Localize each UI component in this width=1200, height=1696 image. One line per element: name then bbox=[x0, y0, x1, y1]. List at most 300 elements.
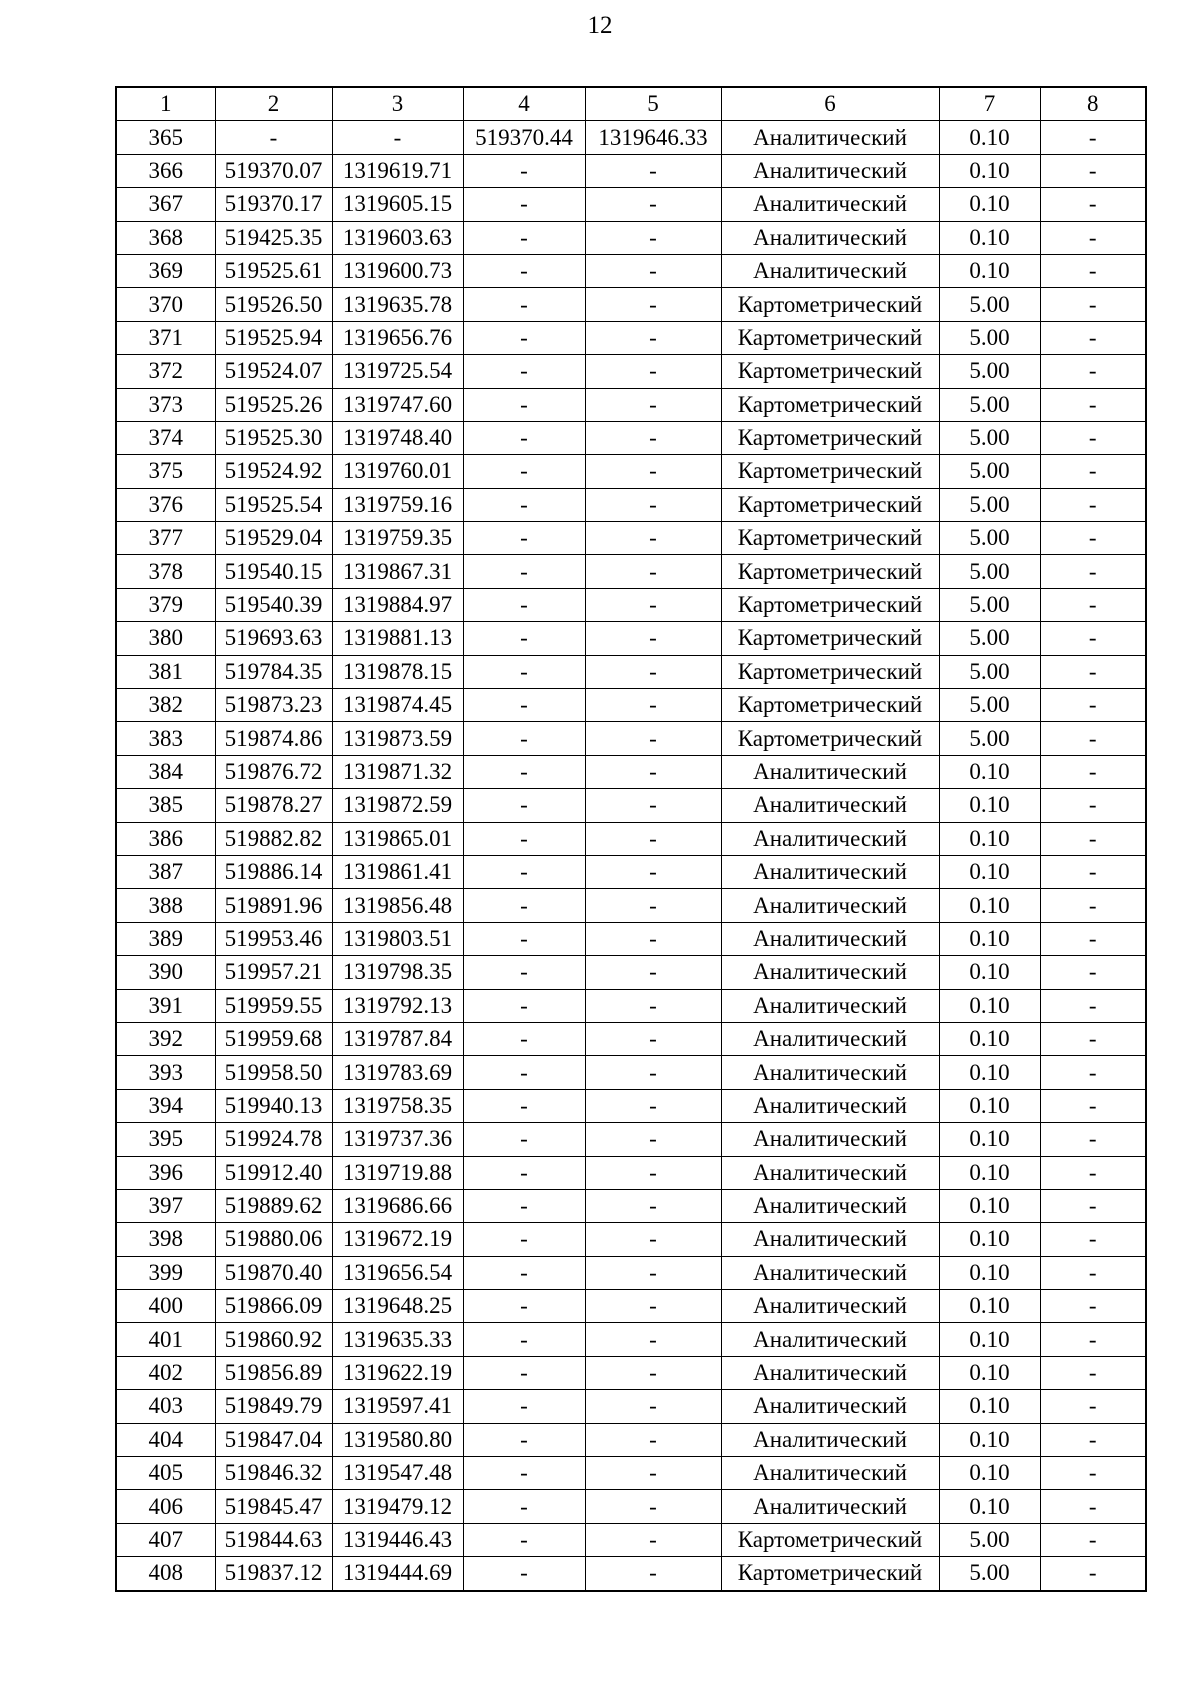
x-coordinate-cell: 519540.15 bbox=[215, 555, 332, 588]
method-cell: Картометрический bbox=[721, 555, 939, 588]
table-row bbox=[116, 555, 1146, 588]
method-cell: Аналитический bbox=[721, 1223, 939, 1256]
y-coordinate-cell: 1319865.01 bbox=[332, 822, 463, 855]
y-coordinate-cell: 1319444.69 bbox=[332, 1557, 463, 1591]
x-coordinate-cell: 519891.96 bbox=[215, 889, 332, 922]
point-number-cell: 388 bbox=[116, 889, 215, 922]
y-coordinate-alt-cell: - bbox=[585, 1323, 721, 1356]
y-coordinate-alt-cell: - bbox=[585, 1223, 721, 1256]
table-row bbox=[116, 1323, 1146, 1356]
point-number-cell: 379 bbox=[116, 588, 215, 621]
point-number-cell: 394 bbox=[116, 1089, 215, 1122]
table-row bbox=[116, 121, 1146, 154]
point-number-cell: 399 bbox=[116, 1256, 215, 1289]
table-row bbox=[116, 655, 1146, 688]
point-number-cell: 374 bbox=[116, 421, 215, 454]
x-coordinate-cell: 519837.12 bbox=[215, 1557, 332, 1591]
x-coordinate-cell: 519940.13 bbox=[215, 1089, 332, 1122]
point-number-cell: 392 bbox=[116, 1022, 215, 1055]
y-coordinate-cell: 1319605.15 bbox=[332, 188, 463, 221]
x-coordinate-alt-cell: - bbox=[463, 288, 585, 321]
method-cell: Аналитический bbox=[721, 154, 939, 187]
y-coordinate-alt-cell: - bbox=[585, 1290, 721, 1323]
x-coordinate-alt-cell: - bbox=[463, 956, 585, 989]
point-number-cell: 403 bbox=[116, 1390, 215, 1423]
x-coordinate-cell: 519959.55 bbox=[215, 989, 332, 1022]
table-row bbox=[116, 689, 1146, 722]
x-coordinate-alt-cell: - bbox=[463, 1423, 585, 1456]
accuracy-cell: 0.10 bbox=[939, 1022, 1040, 1055]
method-cell: Аналитический bbox=[721, 1022, 939, 1055]
y-coordinate-alt-cell: - bbox=[585, 254, 721, 287]
point-number-cell: 384 bbox=[116, 755, 215, 788]
accuracy-cell: 5.00 bbox=[939, 321, 1040, 354]
method-cell: Картометрический bbox=[721, 655, 939, 688]
y-coordinate-cell: 1319597.41 bbox=[332, 1390, 463, 1423]
description-cell: - bbox=[1040, 455, 1146, 488]
accuracy-cell: 5.00 bbox=[939, 555, 1040, 588]
y-coordinate-cell: 1319580.80 bbox=[332, 1423, 463, 1456]
description-cell: - bbox=[1040, 221, 1146, 254]
table-row bbox=[116, 922, 1146, 955]
x-coordinate-alt-cell: - bbox=[463, 522, 585, 555]
table-row bbox=[116, 388, 1146, 421]
y-coordinate-cell: 1319783.69 bbox=[332, 1056, 463, 1089]
point-number-cell: 373 bbox=[116, 388, 215, 421]
method-cell: Аналитический bbox=[721, 889, 939, 922]
accuracy-cell: 0.10 bbox=[939, 1056, 1040, 1089]
y-coordinate-cell: 1319856.48 bbox=[332, 889, 463, 922]
x-coordinate-cell: 519880.06 bbox=[215, 1223, 332, 1256]
point-number-cell: 405 bbox=[116, 1457, 215, 1490]
x-coordinate-alt-cell: - bbox=[463, 689, 585, 722]
description-cell: - bbox=[1040, 1390, 1146, 1423]
method-cell: Картометрический bbox=[721, 588, 939, 621]
x-coordinate-cell: 519370.17 bbox=[215, 188, 332, 221]
accuracy-cell: 0.10 bbox=[939, 989, 1040, 1022]
description-cell: - bbox=[1040, 789, 1146, 822]
accuracy-cell: 0.10 bbox=[939, 1156, 1040, 1189]
accuracy-cell: 0.10 bbox=[939, 1089, 1040, 1122]
description-cell: - bbox=[1040, 588, 1146, 621]
x-coordinate-cell: 519924.78 bbox=[215, 1123, 332, 1156]
accuracy-cell: 0.10 bbox=[939, 889, 1040, 922]
y-coordinate-cell: 1319686.66 bbox=[332, 1189, 463, 1222]
table-row bbox=[116, 789, 1146, 822]
point-number-cell: 367 bbox=[116, 188, 215, 221]
x-coordinate-cell: 519525.30 bbox=[215, 421, 332, 454]
description-cell: - bbox=[1040, 1356, 1146, 1389]
table-row bbox=[116, 1390, 1146, 1423]
point-number-cell: 382 bbox=[116, 689, 215, 722]
x-coordinate-cell: 519524.07 bbox=[215, 355, 332, 388]
table-row bbox=[116, 855, 1146, 888]
y-coordinate-cell: 1319622.19 bbox=[332, 1356, 463, 1389]
x-coordinate-cell: 519693.63 bbox=[215, 622, 332, 655]
x-coordinate-alt-cell: - bbox=[463, 1557, 585, 1591]
point-number-cell: 365 bbox=[116, 121, 215, 154]
table-row bbox=[116, 1290, 1146, 1323]
y-coordinate-alt-cell: - bbox=[585, 1457, 721, 1490]
method-cell: Аналитический bbox=[721, 1256, 939, 1289]
method-cell: Аналитический bbox=[721, 956, 939, 989]
point-number-cell: 386 bbox=[116, 822, 215, 855]
x-coordinate-alt-cell: - bbox=[463, 1022, 585, 1055]
coordinates-table bbox=[115, 86, 1147, 1592]
x-coordinate-alt-cell: - bbox=[463, 1256, 585, 1289]
y-coordinate-cell: 1319872.59 bbox=[332, 789, 463, 822]
point-number-cell: 408 bbox=[116, 1557, 215, 1591]
x-coordinate-cell: 519525.26 bbox=[215, 388, 332, 421]
x-coordinate-cell: 519425.35 bbox=[215, 221, 332, 254]
point-number-cell: 385 bbox=[116, 789, 215, 822]
y-coordinate-cell: 1319600.73 bbox=[332, 254, 463, 287]
description-cell: - bbox=[1040, 889, 1146, 922]
table-row bbox=[116, 1223, 1146, 1256]
x-coordinate-alt-cell: - bbox=[463, 488, 585, 521]
y-coordinate-alt-cell: - bbox=[585, 789, 721, 822]
method-cell: Аналитический bbox=[721, 1490, 939, 1523]
table-row bbox=[116, 455, 1146, 488]
point-number-cell: 395 bbox=[116, 1123, 215, 1156]
x-coordinate-cell: 519845.47 bbox=[215, 1490, 332, 1523]
table-body bbox=[116, 121, 1146, 1591]
x-coordinate-cell: 519525.94 bbox=[215, 321, 332, 354]
x-coordinate-alt-cell: - bbox=[463, 822, 585, 855]
x-coordinate-alt-cell: - bbox=[463, 1490, 585, 1523]
y-coordinate-alt-cell: - bbox=[585, 1089, 721, 1122]
x-coordinate-cell: 519524.92 bbox=[215, 455, 332, 488]
point-number-cell: 381 bbox=[116, 655, 215, 688]
description-cell: - bbox=[1040, 388, 1146, 421]
description-cell: - bbox=[1040, 321, 1146, 354]
description-cell: - bbox=[1040, 188, 1146, 221]
table-row bbox=[116, 1123, 1146, 1156]
accuracy-cell: 0.10 bbox=[939, 755, 1040, 788]
table-row bbox=[116, 1356, 1146, 1389]
y-coordinate-alt-cell: - bbox=[585, 1523, 721, 1556]
x-coordinate-cell: 519878.27 bbox=[215, 789, 332, 822]
description-cell: - bbox=[1040, 1523, 1146, 1556]
column-header: 2 bbox=[215, 87, 332, 121]
accuracy-cell: 0.10 bbox=[939, 789, 1040, 822]
description-cell: - bbox=[1040, 622, 1146, 655]
table-row bbox=[116, 154, 1146, 187]
table-row bbox=[116, 1557, 1146, 1591]
table-row bbox=[116, 421, 1146, 454]
y-coordinate-cell: 1319787.84 bbox=[332, 1022, 463, 1055]
x-coordinate-alt-cell: - bbox=[463, 221, 585, 254]
description-cell: - bbox=[1040, 822, 1146, 855]
y-coordinate-cell: 1319758.35 bbox=[332, 1089, 463, 1122]
y-coordinate-alt-cell: - bbox=[585, 1356, 721, 1389]
y-coordinate-cell: 1319719.88 bbox=[332, 1156, 463, 1189]
y-coordinate-alt-cell: - bbox=[585, 154, 721, 187]
method-cell: Картометрический bbox=[721, 421, 939, 454]
x-coordinate-alt-cell: - bbox=[463, 355, 585, 388]
y-coordinate-alt-cell: - bbox=[585, 922, 721, 955]
table-row bbox=[116, 1089, 1146, 1122]
y-coordinate-alt-cell: - bbox=[585, 1390, 721, 1423]
x-coordinate-cell: 519370.07 bbox=[215, 154, 332, 187]
table-row bbox=[116, 956, 1146, 989]
y-coordinate-alt-cell: - bbox=[585, 855, 721, 888]
method-cell: Аналитический bbox=[721, 1056, 939, 1089]
accuracy-cell: 0.10 bbox=[939, 154, 1040, 187]
x-coordinate-cell: 519870.40 bbox=[215, 1256, 332, 1289]
accuracy-cell: 5.00 bbox=[939, 421, 1040, 454]
column-header: 1 bbox=[116, 87, 215, 121]
x-coordinate-cell: 519873.23 bbox=[215, 689, 332, 722]
x-coordinate-cell: 519866.09 bbox=[215, 1290, 332, 1323]
method-cell: Аналитический bbox=[721, 989, 939, 1022]
x-coordinate-alt-cell: - bbox=[463, 655, 585, 688]
description-cell: - bbox=[1040, 1156, 1146, 1189]
description-cell: - bbox=[1040, 154, 1146, 187]
y-coordinate-alt-cell: - bbox=[585, 1189, 721, 1222]
accuracy-cell: 0.10 bbox=[939, 855, 1040, 888]
x-coordinate-cell: 519912.40 bbox=[215, 1156, 332, 1189]
point-number-cell: 396 bbox=[116, 1156, 215, 1189]
method-cell: Картометрический bbox=[721, 321, 939, 354]
x-coordinate-alt-cell: - bbox=[463, 722, 585, 755]
accuracy-cell: 0.10 bbox=[939, 1323, 1040, 1356]
y-coordinate-cell: 1319874.45 bbox=[332, 689, 463, 722]
method-cell: Картометрический bbox=[721, 689, 939, 722]
description-cell: - bbox=[1040, 1123, 1146, 1156]
x-coordinate-alt-cell: - bbox=[463, 421, 585, 454]
description-cell: - bbox=[1040, 1290, 1146, 1323]
x-coordinate-cell: 519849.79 bbox=[215, 1390, 332, 1423]
x-coordinate-cell: 519876.72 bbox=[215, 755, 332, 788]
x-coordinate-alt-cell: - bbox=[463, 889, 585, 922]
x-coordinate-alt-cell: - bbox=[463, 1457, 585, 1490]
x-coordinate-cell: 519953.46 bbox=[215, 922, 332, 955]
method-cell: Картометрический bbox=[721, 1523, 939, 1556]
method-cell: Картометрический bbox=[721, 388, 939, 421]
description-cell: - bbox=[1040, 421, 1146, 454]
description-cell: - bbox=[1040, 288, 1146, 321]
x-coordinate-cell: 519958.50 bbox=[215, 1056, 332, 1089]
y-coordinate-alt-cell: - bbox=[585, 1056, 721, 1089]
y-coordinate-cell: 1319867.31 bbox=[332, 555, 463, 588]
description-cell: - bbox=[1040, 755, 1146, 788]
point-number-cell: 397 bbox=[116, 1189, 215, 1222]
description-cell: - bbox=[1040, 989, 1146, 1022]
point-number-cell: 378 bbox=[116, 555, 215, 588]
y-coordinate-alt-cell: - bbox=[585, 889, 721, 922]
y-coordinate-cell: 1319792.13 bbox=[332, 989, 463, 1022]
description-cell: - bbox=[1040, 1089, 1146, 1122]
y-coordinate-alt-cell: - bbox=[585, 522, 721, 555]
x-coordinate-alt-cell: - bbox=[463, 588, 585, 621]
method-cell: Аналитический bbox=[721, 254, 939, 287]
method-cell: Аналитический bbox=[721, 1089, 939, 1122]
y-coordinate-cell: 1319760.01 bbox=[332, 455, 463, 488]
y-coordinate-alt-cell: - bbox=[585, 421, 721, 454]
x-coordinate-alt-cell: - bbox=[463, 755, 585, 788]
y-coordinate-cell: 1319871.32 bbox=[332, 755, 463, 788]
table-row bbox=[116, 355, 1146, 388]
y-coordinate-alt-cell: - bbox=[585, 188, 721, 221]
table-row bbox=[116, 188, 1146, 221]
x-coordinate-alt-cell: - bbox=[463, 388, 585, 421]
point-number-cell: 377 bbox=[116, 522, 215, 555]
point-number-cell: 406 bbox=[116, 1490, 215, 1523]
y-coordinate-cell: 1319803.51 bbox=[332, 922, 463, 955]
table-row bbox=[116, 989, 1146, 1022]
table-row bbox=[116, 1490, 1146, 1523]
table-row bbox=[116, 755, 1146, 788]
point-number-cell: 389 bbox=[116, 922, 215, 955]
description-cell: - bbox=[1040, 1223, 1146, 1256]
accuracy-cell: 5.00 bbox=[939, 488, 1040, 521]
point-number-cell: 368 bbox=[116, 221, 215, 254]
point-number-cell: 366 bbox=[116, 154, 215, 187]
method-cell: Аналитический bbox=[721, 1390, 939, 1423]
y-coordinate-cell: 1319747.60 bbox=[332, 388, 463, 421]
y-coordinate-cell: 1319619.71 bbox=[332, 154, 463, 187]
accuracy-cell: 5.00 bbox=[939, 722, 1040, 755]
method-cell: Аналитический bbox=[721, 1156, 939, 1189]
method-cell: Аналитический bbox=[721, 1189, 939, 1222]
accuracy-cell: 5.00 bbox=[939, 655, 1040, 688]
x-coordinate-cell: 519784.35 bbox=[215, 655, 332, 688]
point-number-cell: 371 bbox=[116, 321, 215, 354]
description-cell: - bbox=[1040, 1457, 1146, 1490]
y-coordinate-cell: 1319881.13 bbox=[332, 622, 463, 655]
x-coordinate-cell: 519889.62 bbox=[215, 1189, 332, 1222]
point-number-cell: 370 bbox=[116, 288, 215, 321]
accuracy-cell: 5.00 bbox=[939, 455, 1040, 488]
y-coordinate-alt-cell: - bbox=[585, 622, 721, 655]
x-coordinate-cell: 519856.89 bbox=[215, 1356, 332, 1389]
x-coordinate-alt-cell: - bbox=[463, 455, 585, 488]
x-coordinate-cell: 519882.82 bbox=[215, 822, 332, 855]
y-coordinate-alt-cell: - bbox=[585, 355, 721, 388]
x-coordinate-cell: 519525.54 bbox=[215, 488, 332, 521]
accuracy-cell: 0.10 bbox=[939, 188, 1040, 221]
x-coordinate-alt-cell: - bbox=[463, 1356, 585, 1389]
x-coordinate-alt-cell: - bbox=[463, 1223, 585, 1256]
y-coordinate-alt-cell: - bbox=[585, 288, 721, 321]
point-number-cell: 369 bbox=[116, 254, 215, 287]
point-number-cell: 375 bbox=[116, 455, 215, 488]
x-coordinate-cell: 519529.04 bbox=[215, 522, 332, 555]
x-coordinate-cell: 519874.86 bbox=[215, 722, 332, 755]
y-coordinate-alt-cell: - bbox=[585, 1423, 721, 1456]
table-row bbox=[116, 1423, 1146, 1456]
x-coordinate-alt-cell: - bbox=[463, 922, 585, 955]
method-cell: Аналитический bbox=[721, 922, 939, 955]
y-coordinate-cell: 1319748.40 bbox=[332, 421, 463, 454]
x-coordinate-alt-cell: 519370.44 bbox=[463, 121, 585, 154]
table-row bbox=[116, 822, 1146, 855]
y-coordinate-cell: 1319725.54 bbox=[332, 355, 463, 388]
method-cell: Картометрический bbox=[721, 622, 939, 655]
method-cell: Аналитический bbox=[721, 188, 939, 221]
x-coordinate-alt-cell: - bbox=[463, 622, 585, 655]
accuracy-cell: 5.00 bbox=[939, 288, 1040, 321]
description-cell: - bbox=[1040, 956, 1146, 989]
description-cell: - bbox=[1040, 689, 1146, 722]
accuracy-cell: 0.10 bbox=[939, 1356, 1040, 1389]
x-coordinate-alt-cell: - bbox=[463, 989, 585, 1022]
accuracy-cell: 5.00 bbox=[939, 622, 1040, 655]
table-header-row bbox=[116, 87, 1146, 121]
x-coordinate-cell: 519525.61 bbox=[215, 254, 332, 287]
accuracy-cell: 5.00 bbox=[939, 522, 1040, 555]
point-number-cell: 407 bbox=[116, 1523, 215, 1556]
x-coordinate-alt-cell: - bbox=[463, 254, 585, 287]
page-number: 12 bbox=[587, 12, 613, 39]
method-cell: Аналитический bbox=[721, 121, 939, 154]
y-coordinate-cell: 1319884.97 bbox=[332, 588, 463, 621]
y-coordinate-alt-cell: 1319646.33 bbox=[585, 121, 721, 154]
table-row bbox=[116, 321, 1146, 354]
y-coordinate-alt-cell: - bbox=[585, 555, 721, 588]
accuracy-cell: 5.00 bbox=[939, 1557, 1040, 1591]
point-number-cell: 387 bbox=[116, 855, 215, 888]
y-coordinate-cell: 1319547.48 bbox=[332, 1457, 463, 1490]
description-cell: - bbox=[1040, 555, 1146, 588]
method-cell: Аналитический bbox=[721, 1290, 939, 1323]
accuracy-cell: 0.10 bbox=[939, 1423, 1040, 1456]
description-cell: - bbox=[1040, 121, 1146, 154]
y-coordinate-cell: 1319737.36 bbox=[332, 1123, 463, 1156]
point-number-cell: 393 bbox=[116, 1056, 215, 1089]
x-coordinate-alt-cell: - bbox=[463, 154, 585, 187]
point-number-cell: 383 bbox=[116, 722, 215, 755]
table-row bbox=[116, 288, 1146, 321]
table-row bbox=[116, 1056, 1146, 1089]
column-header: 8 bbox=[1040, 87, 1146, 121]
point-number-cell: 404 bbox=[116, 1423, 215, 1456]
accuracy-cell: 0.10 bbox=[939, 822, 1040, 855]
x-coordinate-cell: 519846.32 bbox=[215, 1457, 332, 1490]
x-coordinate-alt-cell: - bbox=[463, 1056, 585, 1089]
accuracy-cell: 0.10 bbox=[939, 1290, 1040, 1323]
accuracy-cell: 5.00 bbox=[939, 355, 1040, 388]
point-number-cell: 376 bbox=[116, 488, 215, 521]
y-coordinate-alt-cell: - bbox=[585, 956, 721, 989]
point-number-cell: 391 bbox=[116, 989, 215, 1022]
accuracy-cell: 0.10 bbox=[939, 1490, 1040, 1523]
table-row bbox=[116, 1256, 1146, 1289]
x-coordinate-cell: 519847.04 bbox=[215, 1423, 332, 1456]
description-cell: - bbox=[1040, 855, 1146, 888]
y-coordinate-alt-cell: - bbox=[585, 488, 721, 521]
accuracy-cell: 0.10 bbox=[939, 254, 1040, 287]
accuracy-cell: 0.10 bbox=[939, 956, 1040, 989]
y-coordinate-alt-cell: - bbox=[585, 989, 721, 1022]
point-number-cell: 372 bbox=[116, 355, 215, 388]
description-cell: - bbox=[1040, 254, 1146, 287]
y-coordinate-cell: 1319759.35 bbox=[332, 522, 463, 555]
method-cell: Аналитический bbox=[721, 755, 939, 788]
point-number-cell: 400 bbox=[116, 1290, 215, 1323]
accuracy-cell: 0.10 bbox=[939, 1223, 1040, 1256]
method-cell: Картометрический bbox=[721, 1557, 939, 1591]
table-row bbox=[116, 722, 1146, 755]
description-cell: - bbox=[1040, 922, 1146, 955]
description-cell: - bbox=[1040, 722, 1146, 755]
x-coordinate-alt-cell: - bbox=[463, 1290, 585, 1323]
y-coordinate-alt-cell: - bbox=[585, 689, 721, 722]
x-coordinate-alt-cell: - bbox=[463, 188, 585, 221]
y-coordinate-alt-cell: - bbox=[585, 1123, 721, 1156]
y-coordinate-alt-cell: - bbox=[585, 1256, 721, 1289]
